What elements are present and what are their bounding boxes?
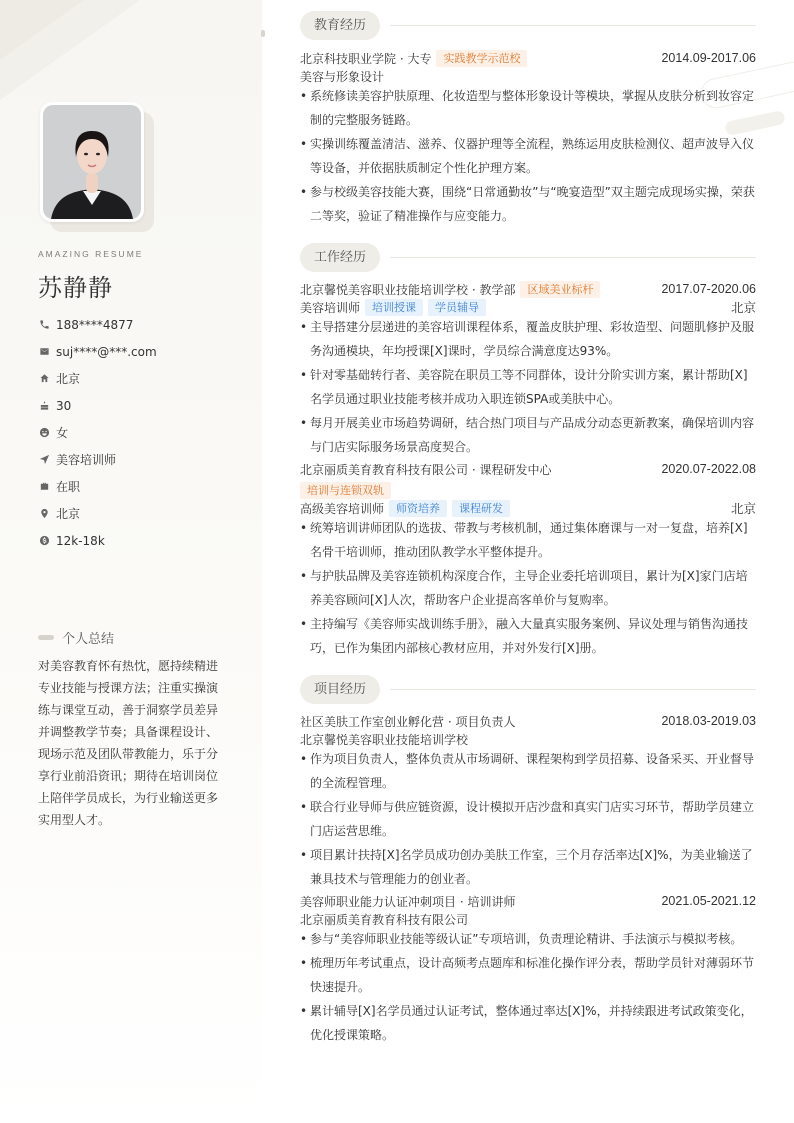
candidate-name: 苏静静: [38, 274, 113, 302]
list-item: • 联合行业导师与供应链资源，设计模拟开店沙盘和真实门店实习环节，帮助学员建立门店运营思维。: [300, 795, 756, 843]
cake-icon: [38, 400, 50, 412]
job-city: 北京: [730, 301, 756, 315]
project-header-row: [300, 892, 756, 910]
sidebar-edge-mark: [261, 30, 265, 37]
section-divider: [390, 257, 756, 258]
skill-tag: 师资培养: [389, 500, 447, 517]
section-title: 教育经历: [300, 11, 380, 40]
list-item: • 每月开展美业市场趋势调研，结合热门项目与产品成分动态更新教案，确保培训内容与门店实际服务场景高度契合。: [300, 411, 756, 459]
home-icon: [38, 373, 50, 385]
project-bullets: [300, 747, 756, 891]
company-name: 北京馨悦美容职业技能培训学校 · 教学部: [300, 282, 516, 297]
section-projects-header: [300, 675, 756, 704]
contact-location: [38, 500, 157, 527]
contact-position: [38, 446, 157, 473]
contact-age: [38, 392, 157, 419]
salary-icon: [38, 535, 50, 547]
company-tag-row: [295, 481, 751, 499]
contact-list: [38, 311, 157, 554]
job-bullets: [300, 516, 756, 660]
list-item: • 与护肤品牌及美容连锁机构深度合作，主导企业委托培训项目，累计为[X]家门店培养美容顾问[X]人次，帮助客户企业提高客单价与复购率。: [300, 564, 756, 612]
project-org: 北京丽质美育教育科技有限公司: [300, 912, 469, 927]
education-bullets: [300, 84, 756, 228]
contact-value: 美容培训师: [56, 453, 117, 467]
major: 美容与形象设计: [300, 69, 385, 84]
location-icon: [38, 508, 50, 520]
section-work-header: [300, 243, 756, 272]
list-item: • 针对零基础转行者、美容院在职员工等不同群体，设计分阶实训方案，累计帮助[X]名学员通过职业技能考核并成功入职连锁SPA或美肤中心。: [300, 363, 756, 411]
education-header-row: [300, 49, 756, 67]
project-org-row: [300, 910, 756, 928]
list-item: • 参与“美容师职业技能等级认证”专项培训，负责理论精讲、手法演示与模拟考核。: [300, 927, 756, 951]
project-date: 2018.03-2019.03: [661, 714, 756, 728]
job-role-row: [300, 499, 756, 517]
contact-value: 30: [56, 398, 72, 413]
job-role: 美容培训师: [300, 300, 361, 315]
school-tag: 实践教学示范校: [436, 50, 527, 67]
education-date: 2014.09-2017.06: [661, 51, 756, 65]
list-item: • 梳理历年考试重点，设计高频考点题库和标准化操作评分表，帮助学员针对薄弱环节快速提升。: [300, 951, 756, 999]
section-divider: [390, 25, 756, 26]
phone-icon: [38, 319, 50, 331]
summary-heading: [38, 628, 114, 647]
job-role: 高级美容培训师: [300, 501, 385, 516]
project-date: 2021.05-2021.12: [661, 894, 756, 908]
briefcase-icon: [38, 481, 50, 493]
contact-status: [38, 473, 157, 500]
job-date: 2020.07-2022.08: [661, 462, 756, 476]
contact-value: 北京: [56, 372, 81, 386]
school-name: 北京科技职业学院 · 大专: [300, 51, 432, 66]
project-name: 美容师职业能力认证冲刺项目 · 培训讲师: [300, 894, 516, 909]
project-bullets: [300, 927, 756, 1047]
project-header-row: [300, 712, 756, 730]
list-item: • 累计辅导[X]名学员通过认证考试，整体通过率达[X]%，并持续跟进考试政策变化，优化授课策略。: [300, 999, 756, 1047]
list-item: • 作为项目负责人，整体负责从市场调研、课程架构到学员招募、设备采买、开业督导的全流程管理。: [300, 747, 756, 795]
profile-photo: [40, 102, 144, 222]
contact-gender: [38, 419, 157, 446]
education-major-row: [300, 67, 756, 85]
contact-home: [38, 365, 157, 392]
skill-tag: 课程研发: [452, 500, 510, 517]
face-icon: [38, 427, 50, 439]
job-city: 北京: [730, 502, 756, 516]
project-name: 社区美肤工作室创业孵化营 · 项目负责人: [300, 714, 516, 729]
company-tag: 培训与连锁双轨: [300, 482, 391, 499]
contact-value: 188****4877: [56, 317, 134, 332]
job-header-row: [300, 460, 756, 478]
list-item: • 主持编写《美容师实战训练手册》，融入大量真实服务案例、异议处理与销售沟通技巧，已作为集团内部核心教材应用，并对外发行[X]册。: [300, 612, 756, 660]
skill-tag: 培训授课: [365, 299, 423, 316]
list-item: • 项目累计扶持[X]名学员成功创办美肤工作室，三个月存活率达[X]%，为美业输送了兼具技术与管理能力的创业者。: [300, 843, 756, 891]
heading-bar: [38, 635, 54, 640]
job-date: 2017.07-2020.06: [661, 282, 756, 296]
company-tag: 区域美业标杆: [520, 281, 600, 298]
project-org-row: [300, 730, 756, 748]
mail-icon: [38, 346, 50, 358]
send-icon: [38, 454, 50, 466]
list-item: • 实操训练覆盖清洁、滋养、仪器护理等全流程，熟练运用皮肤检测仪、超声波导入仪等设备，并依据肤质制定个性化护理方案。: [300, 132, 756, 180]
contact-value: suj****@***.com: [56, 344, 157, 359]
contact-phone: [38, 311, 157, 338]
corner-decoration-inner: [0, 0, 84, 60]
contact-value: 12k-18k: [56, 533, 105, 548]
resume-tagline: AMAZING RESUME: [38, 249, 144, 259]
section-title: 项目经历: [300, 675, 380, 704]
job-bullets: [300, 315, 756, 459]
job-role-row: [300, 298, 756, 316]
list-item: • 系统修读美容护肤原理、化妆造型与整体形象设计等模块，掌握从皮肤分析到妆容定制的完整服务链路。: [300, 84, 756, 132]
job-header-row: [300, 280, 756, 298]
list-item: • 统筹培训讲师团队的选拔、带教与考核机制，通过集体磨课与一对一复盘，培养[X]名骨干培训师，推动团队教学水平整体提升。: [300, 516, 756, 564]
contact-value: 在职: [56, 480, 81, 494]
contact-email: [38, 338, 157, 365]
list-item: • 主导搭建分层递进的美容培训课程体系，覆盖皮肤护理、彩妆造型、问题肌修护及服务沟通模块，年均授课[X]课时，学员综合满意度达93%。: [300, 315, 756, 363]
summary-title: 个人总结: [62, 632, 115, 647]
section-title: 工作经历: [300, 243, 380, 272]
section-education-header: [300, 11, 756, 40]
list-item: • 参与校级美容技能大赛，围绕“日常通勤妆”与“晚宴造型”双主题完成现场实操，荣获二等奖，验证了精准操作与应变能力。: [300, 180, 756, 228]
contact-salary: [38, 527, 157, 554]
skill-tag: 学员辅导: [428, 299, 486, 316]
summary-text: 对美容教育怀有热忱，愿持续精进专业技能与授课方法；注重实操演练与课堂互动，善于洞察学员差异并调整教学节奏；具备课程设计、现场示范及团队带教能力，乐于分享行业前沿资讯；期待在培训岗位上陪伴学员成长，为行业输送更多实用型人才。: [38, 659, 219, 827]
contact-value: 女: [56, 426, 69, 440]
project-org: 北京馨悦美容职业技能培训学校: [300, 732, 469, 747]
company-name: 北京丽质美育教育科技有限公司 · 课程研发中心: [300, 462, 552, 477]
contact-value: 北京: [56, 507, 81, 521]
section-divider: [390, 689, 756, 690]
avatar: [43, 105, 141, 219]
